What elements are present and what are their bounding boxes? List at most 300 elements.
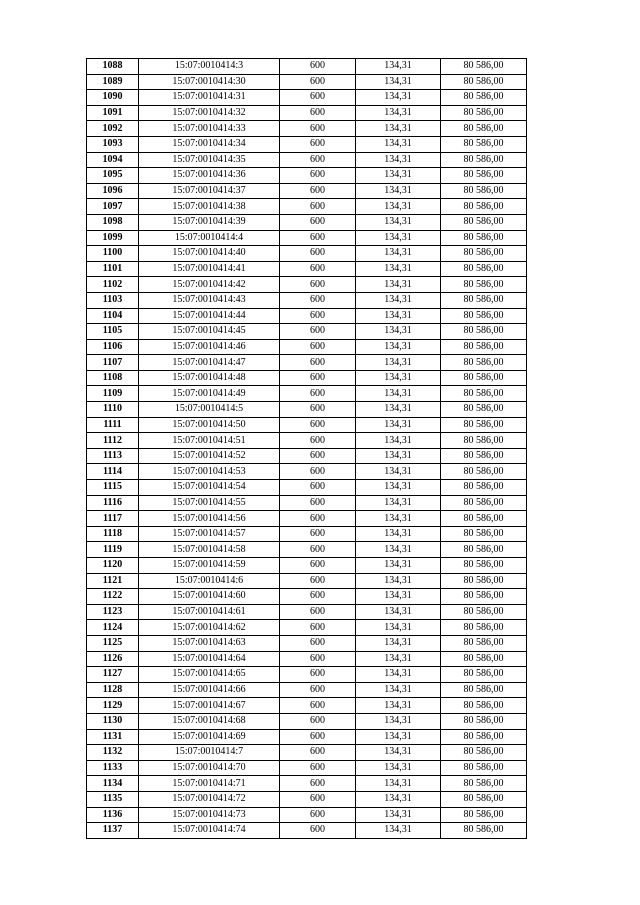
price-per-unit-cell: 134,31 [356,667,441,683]
total-value-cell: 80 586,00 [441,386,527,402]
total-value-cell: 80 586,00 [441,604,527,620]
row-number-cell: 1122 [87,589,139,605]
total-value-cell: 80 586,00 [441,745,527,761]
price-per-unit-cell: 134,31 [356,136,441,152]
row-number-cell: 1120 [87,558,139,574]
table-row [87,823,527,839]
price-per-unit-cell: 134,31 [356,214,441,230]
cadastral-number-cell: 15:07:0010414:36 [139,168,280,184]
total-value-cell: 80 586,00 [441,417,527,433]
area-cell: 600 [280,74,356,90]
row-number-cell: 1112 [87,433,139,449]
cadastral-number-cell: 15:07:0010414:51 [139,433,280,449]
row-number-cell: 1130 [87,713,139,729]
land-parcel-table [86,58,527,839]
row-number-cell: 1116 [87,495,139,511]
table-row [87,604,527,620]
area-cell: 600 [280,308,356,324]
row-number-cell: 1107 [87,355,139,371]
area-cell: 600 [280,698,356,714]
cadastral-number-cell: 15:07:0010414:42 [139,277,280,293]
area-cell: 600 [280,589,356,605]
cadastral-number-cell: 15:07:0010414:43 [139,292,280,308]
total-value-cell: 80 586,00 [441,121,527,137]
row-number-cell: 1100 [87,246,139,262]
row-number-cell: 1109 [87,386,139,402]
cadastral-number-cell: 15:07:0010414:31 [139,90,280,106]
cadastral-number-cell: 15:07:0010414:5 [139,402,280,418]
total-value-cell: 80 586,00 [441,698,527,714]
area-cell: 600 [280,667,356,683]
cadastral-number-cell: 15:07:0010414:33 [139,121,280,137]
table-row [87,261,527,277]
area-cell: 600 [280,511,356,527]
table-row [87,526,527,542]
row-number-cell: 1137 [87,823,139,839]
table-row [87,246,527,262]
price-per-unit-cell: 134,31 [356,791,441,807]
area-cell: 600 [280,136,356,152]
area-cell: 600 [280,823,356,839]
price-per-unit-cell: 134,31 [356,417,441,433]
cadastral-number-cell: 15:07:0010414:35 [139,152,280,168]
area-cell: 600 [280,261,356,277]
row-number-cell: 1088 [87,59,139,75]
total-value-cell: 80 586,00 [441,355,527,371]
cadastral-number-cell: 15:07:0010414:38 [139,199,280,215]
total-value-cell: 80 586,00 [441,199,527,215]
area-cell: 600 [280,199,356,215]
cadastral-number-cell: 15:07:0010414:3 [139,59,280,75]
row-number-cell: 1106 [87,339,139,355]
table-row [87,729,527,745]
area-cell: 600 [280,635,356,651]
price-per-unit-cell: 134,31 [356,807,441,823]
price-per-unit-cell: 134,31 [356,402,441,418]
total-value-cell: 80 586,00 [441,214,527,230]
row-number-cell: 1128 [87,682,139,698]
table-row [87,713,527,729]
price-per-unit-cell: 134,31 [356,464,441,480]
cadastral-number-cell: 15:07:0010414:7 [139,745,280,761]
price-per-unit-cell: 134,31 [356,277,441,293]
price-per-unit-cell: 134,31 [356,230,441,246]
row-number-cell: 1110 [87,402,139,418]
price-per-unit-cell: 134,31 [356,168,441,184]
row-number-cell: 1134 [87,776,139,792]
table-row [87,480,527,496]
price-per-unit-cell: 134,31 [356,480,441,496]
table-row [87,230,527,246]
price-per-unit-cell: 134,31 [356,651,441,667]
total-value-cell: 80 586,00 [441,370,527,386]
total-value-cell: 80 586,00 [441,324,527,340]
total-value-cell: 80 586,00 [441,651,527,667]
area-cell: 600 [280,230,356,246]
total-value-cell: 80 586,00 [441,464,527,480]
row-number-cell: 1132 [87,745,139,761]
price-per-unit-cell: 134,31 [356,152,441,168]
row-number-cell: 1133 [87,760,139,776]
table-row [87,589,527,605]
table-row [87,542,527,558]
cadastral-number-cell: 15:07:0010414:60 [139,589,280,605]
price-per-unit-cell: 134,31 [356,105,441,121]
cadastral-number-cell: 15:07:0010414:6 [139,573,280,589]
area-cell: 600 [280,386,356,402]
cadastral-number-cell: 15:07:0010414:71 [139,776,280,792]
table-row [87,386,527,402]
row-number-cell: 1096 [87,183,139,199]
price-per-unit-cell: 134,31 [356,682,441,698]
row-number-cell: 1098 [87,214,139,230]
cadastral-number-cell: 15:07:0010414:68 [139,713,280,729]
cadastral-number-cell: 15:07:0010414:49 [139,386,280,402]
total-value-cell: 80 586,00 [441,667,527,683]
area-cell: 600 [280,729,356,745]
area-cell: 600 [280,433,356,449]
price-per-unit-cell: 134,31 [356,713,441,729]
price-per-unit-cell: 134,31 [356,90,441,106]
price-per-unit-cell: 134,31 [356,698,441,714]
cadastral-number-cell: 15:07:0010414:70 [139,760,280,776]
table-row [87,464,527,480]
price-per-unit-cell: 134,31 [356,355,441,371]
price-per-unit-cell: 134,31 [356,620,441,636]
cadastral-number-cell: 15:07:0010414:32 [139,105,280,121]
total-value-cell: 80 586,00 [441,760,527,776]
area-cell: 600 [280,651,356,667]
total-value-cell: 80 586,00 [441,791,527,807]
row-number-cell: 1094 [87,152,139,168]
row-number-cell: 1111 [87,417,139,433]
area-cell: 600 [280,59,356,75]
row-number-cell: 1123 [87,604,139,620]
table-row [87,183,527,199]
row-number-cell: 1126 [87,651,139,667]
price-per-unit-cell: 134,31 [356,339,441,355]
price-per-unit-cell: 134,31 [356,433,441,449]
price-per-unit-cell: 134,31 [356,121,441,137]
row-number-cell: 1097 [87,199,139,215]
area-cell: 600 [280,776,356,792]
table-row [87,105,527,121]
area-cell: 600 [280,760,356,776]
cadastral-number-cell: 15:07:0010414:4 [139,230,280,246]
table-row [87,791,527,807]
cadastral-number-cell: 15:07:0010414:34 [139,136,280,152]
total-value-cell: 80 586,00 [441,495,527,511]
total-value-cell: 80 586,00 [441,246,527,262]
table-row [87,760,527,776]
total-value-cell: 80 586,00 [441,620,527,636]
area-cell: 600 [280,292,356,308]
area-cell: 600 [280,807,356,823]
table-row [87,635,527,651]
cadastral-number-cell: 15:07:0010414:64 [139,651,280,667]
price-per-unit-cell: 134,31 [356,370,441,386]
area-cell: 600 [280,791,356,807]
total-value-cell: 80 586,00 [441,542,527,558]
total-value-cell: 80 586,00 [441,433,527,449]
total-value-cell: 80 586,00 [441,183,527,199]
price-per-unit-cell: 134,31 [356,386,441,402]
total-value-cell: 80 586,00 [441,448,527,464]
area-cell: 600 [280,526,356,542]
area-cell: 600 [280,121,356,137]
row-number-cell: 1105 [87,324,139,340]
table-row [87,573,527,589]
cadastral-number-cell: 15:07:0010414:54 [139,480,280,496]
table-row [87,417,527,433]
total-value-cell: 80 586,00 [441,480,527,496]
table-row [87,324,527,340]
area-cell: 600 [280,464,356,480]
price-per-unit-cell: 134,31 [356,776,441,792]
row-number-cell: 1108 [87,370,139,386]
total-value-cell: 80 586,00 [441,511,527,527]
total-value-cell: 80 586,00 [441,261,527,277]
table-row [87,168,527,184]
area-cell: 600 [280,604,356,620]
price-per-unit-cell: 134,31 [356,558,441,574]
table-row [87,152,527,168]
area-cell: 600 [280,713,356,729]
table-body [87,59,527,839]
area-cell: 600 [280,402,356,418]
cadastral-number-cell: 15:07:0010414:48 [139,370,280,386]
row-number-cell: 1095 [87,168,139,184]
table-row [87,136,527,152]
area-cell: 600 [280,370,356,386]
cadastral-number-cell: 15:07:0010414:52 [139,448,280,464]
area-cell: 600 [280,246,356,262]
total-value-cell: 80 586,00 [441,168,527,184]
table-row [87,370,527,386]
cadastral-number-cell: 15:07:0010414:47 [139,355,280,371]
area-cell: 600 [280,324,356,340]
row-number-cell: 1114 [87,464,139,480]
table-row [87,667,527,683]
cadastral-number-cell: 15:07:0010414:55 [139,495,280,511]
total-value-cell: 80 586,00 [441,713,527,729]
area-cell: 600 [280,105,356,121]
cadastral-number-cell: 15:07:0010414:66 [139,682,280,698]
table-row [87,90,527,106]
total-value-cell: 80 586,00 [441,402,527,418]
table-row [87,339,527,355]
price-per-unit-cell: 134,31 [356,823,441,839]
table-row [87,355,527,371]
area-cell: 600 [280,573,356,589]
total-value-cell: 80 586,00 [441,573,527,589]
row-number-cell: 1089 [87,74,139,90]
area-cell: 600 [280,339,356,355]
area-cell: 600 [280,90,356,106]
price-per-unit-cell: 134,31 [356,745,441,761]
price-per-unit-cell: 134,31 [356,760,441,776]
total-value-cell: 80 586,00 [441,589,527,605]
cadastral-number-cell: 15:07:0010414:56 [139,511,280,527]
price-per-unit-cell: 134,31 [356,292,441,308]
table-row [87,402,527,418]
price-per-unit-cell: 134,31 [356,261,441,277]
cadastral-number-cell: 15:07:0010414:69 [139,729,280,745]
area-cell: 600 [280,745,356,761]
table-row [87,199,527,215]
total-value-cell: 80 586,00 [441,682,527,698]
row-number-cell: 1118 [87,526,139,542]
price-per-unit-cell: 134,31 [356,199,441,215]
row-number-cell: 1119 [87,542,139,558]
table-row [87,59,527,75]
total-value-cell: 80 586,00 [441,729,527,745]
row-number-cell: 1113 [87,448,139,464]
table-row [87,214,527,230]
cadastral-number-cell: 15:07:0010414:40 [139,246,280,262]
price-per-unit-cell: 134,31 [356,246,441,262]
row-number-cell: 1115 [87,480,139,496]
table-row [87,308,527,324]
total-value-cell: 80 586,00 [441,308,527,324]
area-cell: 600 [280,214,356,230]
area-cell: 600 [280,152,356,168]
area-cell: 600 [280,620,356,636]
cadastral-number-cell: 15:07:0010414:41 [139,261,280,277]
total-value-cell: 80 586,00 [441,90,527,106]
total-value-cell: 80 586,00 [441,823,527,839]
row-number-cell: 1135 [87,791,139,807]
table-row [87,745,527,761]
cadastral-number-cell: 15:07:0010414:37 [139,183,280,199]
row-number-cell: 1093 [87,136,139,152]
total-value-cell: 80 586,00 [441,136,527,152]
row-number-cell: 1136 [87,807,139,823]
row-number-cell: 1090 [87,90,139,106]
row-number-cell: 1124 [87,620,139,636]
price-per-unit-cell: 134,31 [356,589,441,605]
cadastral-number-cell: 15:07:0010414:74 [139,823,280,839]
price-per-unit-cell: 134,31 [356,183,441,199]
cadastral-number-cell: 15:07:0010414:72 [139,791,280,807]
total-value-cell: 80 586,00 [441,339,527,355]
area-cell: 600 [280,417,356,433]
table-row [87,292,527,308]
total-value-cell: 80 586,00 [441,292,527,308]
table-row [87,558,527,574]
cadastral-number-cell: 15:07:0010414:62 [139,620,280,636]
price-per-unit-cell: 134,31 [356,511,441,527]
price-per-unit-cell: 134,31 [356,635,441,651]
total-value-cell: 80 586,00 [441,277,527,293]
total-value-cell: 80 586,00 [441,807,527,823]
area-cell: 600 [280,277,356,293]
cadastral-number-cell: 15:07:0010414:30 [139,74,280,90]
total-value-cell: 80 586,00 [441,152,527,168]
total-value-cell: 80 586,00 [441,105,527,121]
area-cell: 600 [280,558,356,574]
row-number-cell: 1129 [87,698,139,714]
price-per-unit-cell: 134,31 [356,729,441,745]
table-row [87,277,527,293]
total-value-cell: 80 586,00 [441,230,527,246]
cadastral-number-cell: 15:07:0010414:57 [139,526,280,542]
cadastral-number-cell: 15:07:0010414:63 [139,635,280,651]
cadastral-number-cell: 15:07:0010414:53 [139,464,280,480]
price-per-unit-cell: 134,31 [356,74,441,90]
table-row [87,620,527,636]
row-number-cell: 1117 [87,511,139,527]
total-value-cell: 80 586,00 [441,526,527,542]
total-value-cell: 80 586,00 [441,776,527,792]
cadastral-number-cell: 15:07:0010414:58 [139,542,280,558]
area-cell: 600 [280,448,356,464]
price-per-unit-cell: 134,31 [356,604,441,620]
cadastral-number-cell: 15:07:0010414:46 [139,339,280,355]
price-per-unit-cell: 134,31 [356,324,441,340]
table-row [87,495,527,511]
cadastral-number-cell: 15:07:0010414:73 [139,807,280,823]
row-number-cell: 1121 [87,573,139,589]
cadastral-number-cell: 15:07:0010414:65 [139,667,280,683]
area-cell: 600 [280,542,356,558]
area-cell: 600 [280,480,356,496]
total-value-cell: 80 586,00 [441,558,527,574]
cadastral-number-cell: 15:07:0010414:61 [139,604,280,620]
cadastral-number-cell: 15:07:0010414:44 [139,308,280,324]
price-per-unit-cell: 134,31 [356,495,441,511]
row-number-cell: 1131 [87,729,139,745]
price-per-unit-cell: 134,31 [356,542,441,558]
total-value-cell: 80 586,00 [441,635,527,651]
cadastral-number-cell: 15:07:0010414:45 [139,324,280,340]
table-row [87,448,527,464]
table-row [87,121,527,137]
row-number-cell: 1099 [87,230,139,246]
price-per-unit-cell: 134,31 [356,573,441,589]
area-cell: 600 [280,355,356,371]
area-cell: 600 [280,682,356,698]
price-per-unit-cell: 134,31 [356,59,441,75]
row-number-cell: 1127 [87,667,139,683]
row-number-cell: 1101 [87,261,139,277]
table-row [87,807,527,823]
area-cell: 600 [280,495,356,511]
row-number-cell: 1104 [87,308,139,324]
price-per-unit-cell: 134,31 [356,308,441,324]
row-number-cell: 1103 [87,292,139,308]
table-row [87,433,527,449]
total-value-cell: 80 586,00 [441,74,527,90]
cadastral-number-cell: 15:07:0010414:59 [139,558,280,574]
row-number-cell: 1092 [87,121,139,137]
row-number-cell: 1091 [87,105,139,121]
row-number-cell: 1102 [87,277,139,293]
table-row [87,74,527,90]
row-number-cell: 1125 [87,635,139,651]
table-row [87,651,527,667]
table-row [87,682,527,698]
area-cell: 600 [280,168,356,184]
table-row [87,698,527,714]
table-row [87,776,527,792]
cadastral-number-cell: 15:07:0010414:50 [139,417,280,433]
total-value-cell: 80 586,00 [441,59,527,75]
cadastral-number-cell: 15:07:0010414:39 [139,214,280,230]
table-row [87,511,527,527]
price-per-unit-cell: 134,31 [356,448,441,464]
price-per-unit-cell: 134,31 [356,526,441,542]
